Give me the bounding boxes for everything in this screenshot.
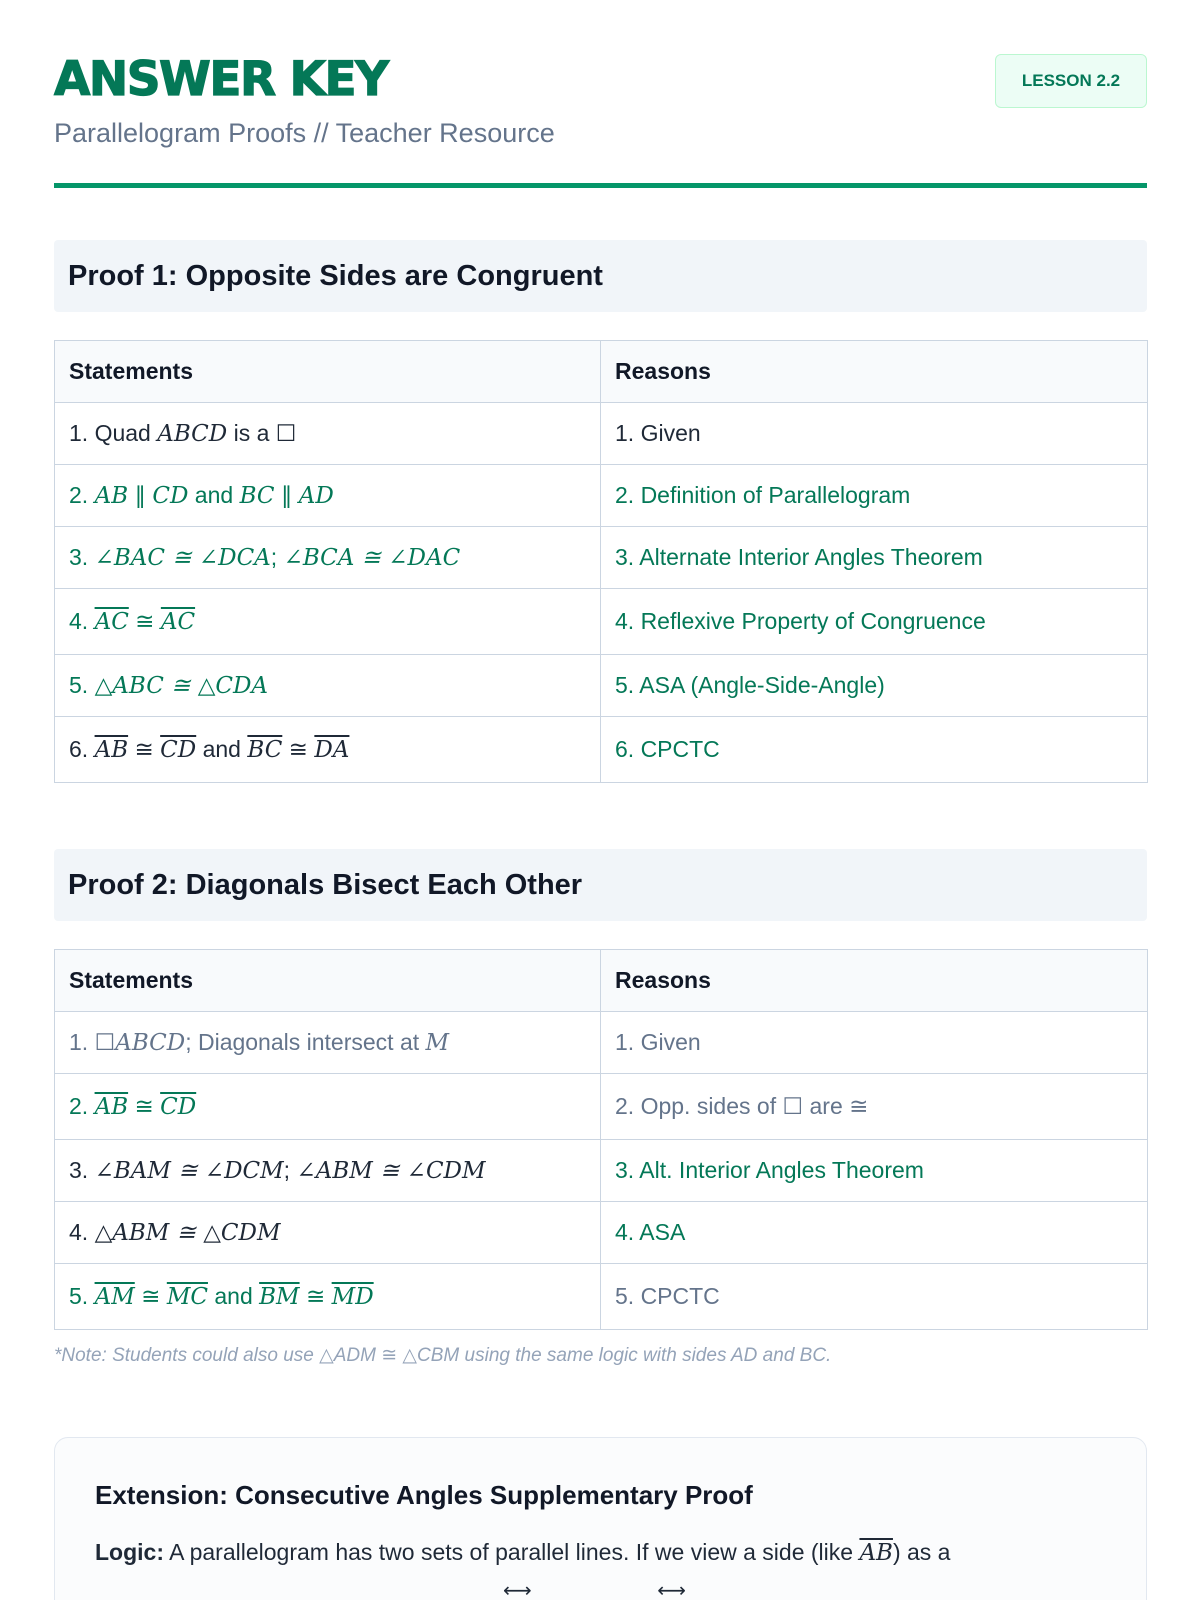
math-expression: ABCD	[115, 1030, 186, 1056]
proof2-table	[54, 949, 1148, 1330]
proof1-header-row	[55, 341, 1148, 403]
segment-expression: $\overline{CD}$	[160, 1094, 197, 1120]
segment-expression: $\overline{MD}$	[331, 1284, 374, 1310]
statement-text: ∥	[128, 482, 153, 508]
statement-text: and	[188, 482, 240, 508]
proof-row	[55, 1140, 1148, 1202]
proof-row	[55, 403, 1148, 465]
statement-text: ≅	[299, 1283, 332, 1309]
reason-cell: 4. ASA	[601, 1202, 1148, 1264]
extension-title: Extension: Consecutive Angles Supplementary Proof	[95, 1480, 753, 1510]
statement-text: 2.	[69, 482, 95, 508]
proof-row	[55, 717, 1148, 783]
proof1-reasons-header: Reasons	[601, 341, 1148, 403]
statement-cell	[55, 1140, 601, 1202]
math-expression: ∠ABM ≅ ∠CDM	[296, 1158, 486, 1184]
statement-text: 4.	[69, 1219, 95, 1245]
math-expression: AD	[298, 483, 334, 509]
statement-text: 6.	[69, 736, 95, 762]
statement-cell	[55, 403, 601, 465]
reason-cell: 2. Opp. sides of ☐ are ≅	[601, 1074, 1148, 1140]
proof-row	[55, 589, 1148, 655]
reason-cell: 3. Alt. Interior Angles Theorem	[601, 1140, 1148, 1202]
statement-cell	[55, 527, 601, 589]
proof1-table	[54, 340, 1148, 783]
proof1-body	[55, 403, 1148, 783]
page-subtitle: Parallelogram Proofs // Teacher Resource	[54, 118, 555, 148]
logic-text-after: ) as a	[892, 1539, 951, 1565]
statement-text: ∥	[274, 482, 299, 508]
logic-label: Logic:	[95, 1539, 164, 1565]
statement-cell	[55, 1074, 601, 1140]
segment-expression: $\overline{DA}$	[314, 737, 350, 763]
math-expression: BC	[239, 483, 275, 509]
statement-cell	[55, 589, 601, 655]
proof2-body	[55, 1012, 1148, 1330]
statement-cell	[55, 655, 601, 717]
proof-row	[55, 1264, 1148, 1330]
logic-segment: $\overline{AB}$	[859, 1540, 893, 1566]
extension-card	[54, 1437, 1147, 1600]
statement-text: 3.	[69, 544, 95, 570]
math-expression: AB	[94, 483, 129, 509]
proof2-statements-header: Statements	[55, 950, 601, 1012]
math-expression: M	[425, 1030, 450, 1056]
reason-cell: 3. Alternate Interior Angles Theorem	[601, 527, 1148, 589]
statement-text: ≅	[128, 608, 161, 634]
line-arrows: ⟷ ⟷	[503, 1580, 746, 1600]
math-expression: △ABC ≅ △CDA	[94, 673, 269, 699]
statement-text: ≅	[134, 1283, 167, 1309]
reason-cell: 5. ASA (Angle-Side-Angle)	[601, 655, 1148, 717]
extension-logic	[95, 1533, 1106, 1600]
segment-expression: $\overline{AC}$	[94, 609, 129, 635]
statement-text: 3.	[69, 1157, 95, 1183]
proof2-note: *Note: Students could also use △ADM ≅ △CBM using the same logic with sides AD and BC.	[54, 1345, 832, 1366]
segment-expression: $\overline{AC}$	[160, 609, 196, 635]
proof-row	[55, 527, 1148, 589]
math-expression: ∠BAM ≅ ∠DCM	[94, 1158, 284, 1184]
segment-expression: $\overline{BM}$	[259, 1284, 300, 1310]
segment-expression: $\overline{AM}$	[94, 1284, 135, 1310]
proof-row	[55, 1202, 1148, 1264]
statement-text: ; Diagonals intersect at	[185, 1029, 426, 1055]
segment-expression: $\overline{AB}$	[94, 1094, 129, 1120]
proof-row	[55, 1074, 1148, 1140]
page-title: ANSWER KEY	[54, 52, 388, 107]
statement-text: 2.	[69, 1093, 95, 1119]
reason-cell: 4. Reflexive Property of Congruence	[601, 589, 1148, 655]
reason-cell: 6. CPCTC	[601, 717, 1148, 783]
proof-row	[55, 465, 1148, 527]
statement-text: ≅	[128, 736, 161, 762]
math-expression: ∠BCA ≅ ∠DAC	[283, 545, 461, 571]
statement-text: ≅	[282, 736, 315, 762]
proof1-statements-header: Statements	[55, 341, 601, 403]
reason-cell: 1. Given	[601, 403, 1148, 465]
lesson-badge: LESSON 2.2	[995, 54, 1147, 108]
reason-cell: 2. Definition of Parallelogram	[601, 465, 1148, 527]
math-expression: CD	[152, 483, 189, 509]
math-expression: △ABM ≅ △CDM	[94, 1220, 281, 1246]
segment-expression: $\overline{CD}$	[160, 737, 197, 763]
statement-text: is a ☐	[227, 420, 297, 446]
statement-cell	[55, 1202, 601, 1264]
statement-text: ≅	[128, 1093, 161, 1119]
reason-cell: 1. Given	[601, 1012, 1148, 1074]
statement-cell	[55, 717, 601, 783]
logic-text-before: A parallelogram has two sets of parallel lines. If we view a side (like	[164, 1539, 860, 1565]
statement-text: and	[196, 736, 248, 762]
statement-text: and	[207, 1283, 260, 1309]
proof2-reasons-header: Reasons	[601, 950, 1148, 1012]
statement-text: 1. Quad	[69, 420, 158, 446]
segment-expression: $\overline{MC}$	[166, 1284, 208, 1310]
statement-cell	[55, 1264, 601, 1330]
proof-row	[55, 1012, 1148, 1074]
math-expression: ABCD	[157, 421, 228, 447]
proof-row	[55, 655, 1148, 717]
math-expression: ∠BAC ≅ ∠DCA	[94, 545, 271, 571]
segment-expression: $\overline{BC}$	[247, 737, 283, 763]
page-header	[54, 0, 1147, 188]
statement-text: 4.	[69, 608, 95, 634]
statement-text: 5.	[69, 672, 95, 698]
statement-text: 5.	[69, 1283, 95, 1309]
proof2-heading: Proof 2: Diagonals Bisect Each Other	[54, 849, 1147, 921]
proof1-heading: Proof 1: Opposite Sides are Congruent	[54, 240, 1147, 312]
segment-expression: $\overline{AB}$	[94, 737, 129, 763]
reason-cell: 5. CPCTC	[601, 1264, 1148, 1330]
statement-text: 1. ☐	[69, 1029, 116, 1055]
proof2-header-row	[55, 950, 1148, 1012]
statement-cell	[55, 465, 601, 527]
statement-text: ;	[270, 544, 284, 570]
statement-text: ;	[283, 1157, 297, 1183]
statement-cell	[55, 1012, 601, 1074]
